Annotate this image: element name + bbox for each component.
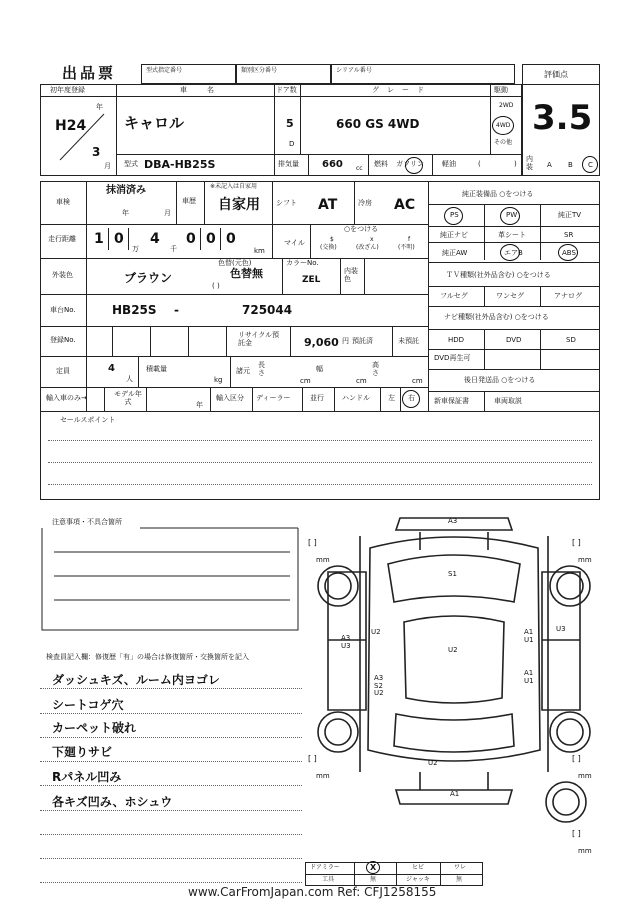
- repaint-value: 色替無: [230, 267, 263, 280]
- code-left-rear: A3 S2 U2: [374, 674, 384, 698]
- fuel-gasoline: ガソリン: [396, 160, 424, 168]
- note-line-3: カーペット破れ: [52, 721, 137, 735]
- code-center: U2: [448, 646, 458, 654]
- watermark: www.CarFromJapan.com Ref: CFJ1258155: [188, 885, 437, 899]
- field-serial: シリアル番号: [331, 64, 515, 84]
- note-line-6: 各キズ凹み、ホシュウ: [52, 795, 173, 809]
- shift-value: AT: [318, 197, 338, 213]
- name-label: 車名: [180, 86, 234, 94]
- reg-month: 3: [92, 145, 101, 159]
- note-line-2: シートコゲ穴: [52, 698, 124, 712]
- displacement-value: 660: [322, 159, 343, 170]
- handle-right-circle: [402, 390, 420, 408]
- frame-prefix: HB25S: [112, 303, 157, 317]
- code-left-fender: U2: [371, 628, 381, 636]
- note-line-4: 下廻りサビ: [52, 745, 113, 759]
- mirror-mark: X: [370, 863, 377, 872]
- score-value: 3.5: [532, 98, 593, 138]
- fuel-circle: [405, 157, 423, 174]
- code-roof: S1: [448, 570, 457, 578]
- notes-frame: [40, 522, 302, 634]
- shaken-value: 抹消済み: [106, 185, 146, 196]
- doors-label: ドア数: [276, 86, 297, 94]
- ac-value: AC: [394, 197, 416, 213]
- capacity-value: 4: [108, 363, 115, 374]
- grade-value: 660 GS 4WD: [336, 117, 420, 131]
- model-value: DBA-HB25S: [144, 158, 216, 171]
- grade-label: グレード: [372, 86, 432, 94]
- recycle-value: 9,060: [304, 336, 339, 349]
- field-category: 類別区分番号: [236, 64, 331, 84]
- notes-title: 注意事項・不具合箇所: [52, 518, 122, 526]
- reg-label: 初年度登録: [50, 86, 85, 94]
- field-type-designation: 型式指定番号: [141, 64, 236, 84]
- color-value: ブラウン: [124, 271, 173, 285]
- code-right-edge: U3: [556, 625, 566, 633]
- drive-4wd-circle: [492, 116, 514, 135]
- code-right-front: A1 U1: [524, 628, 534, 644]
- interior-circle: [582, 156, 598, 173]
- code-left-front: A3 U3: [341, 634, 351, 650]
- code-right-rear: A1 U1: [524, 669, 534, 685]
- sales-point-label: セールスポイント: [60, 416, 116, 424]
- code-front: A3: [448, 517, 458, 525]
- frame-no: 725044: [242, 303, 293, 317]
- inspector-label: 検査員記入欄：修復歴「有」の場合は修復箇所・交換箇所を記入: [46, 653, 249, 661]
- color-no-value: ZEL: [302, 275, 321, 285]
- history-value: 自家用: [218, 197, 260, 213]
- genuine-title: 純正装備品 ○をつける: [462, 190, 534, 198]
- score-label: 評価点: [544, 70, 568, 79]
- reg-era: H24: [55, 118, 87, 134]
- model-label: 型式: [124, 160, 138, 168]
- interior-label: 内装: [526, 155, 533, 171]
- car-name: キャロル: [124, 114, 185, 132]
- code-rear-upper: U2: [428, 759, 438, 767]
- note-line-5: Rパネル凹み: [52, 770, 122, 784]
- code-rear-bumper: A1: [450, 790, 460, 798]
- note-line-1: ダッシュキズ、ルーム内ヨゴレ: [52, 673, 220, 687]
- car-diagram: [300, 510, 610, 870]
- form-title: 出品票: [62, 64, 117, 82]
- drive-label: 駆動: [494, 86, 508, 94]
- doors-value: 5: [286, 117, 294, 130]
- reg-slash: [52, 108, 112, 168]
